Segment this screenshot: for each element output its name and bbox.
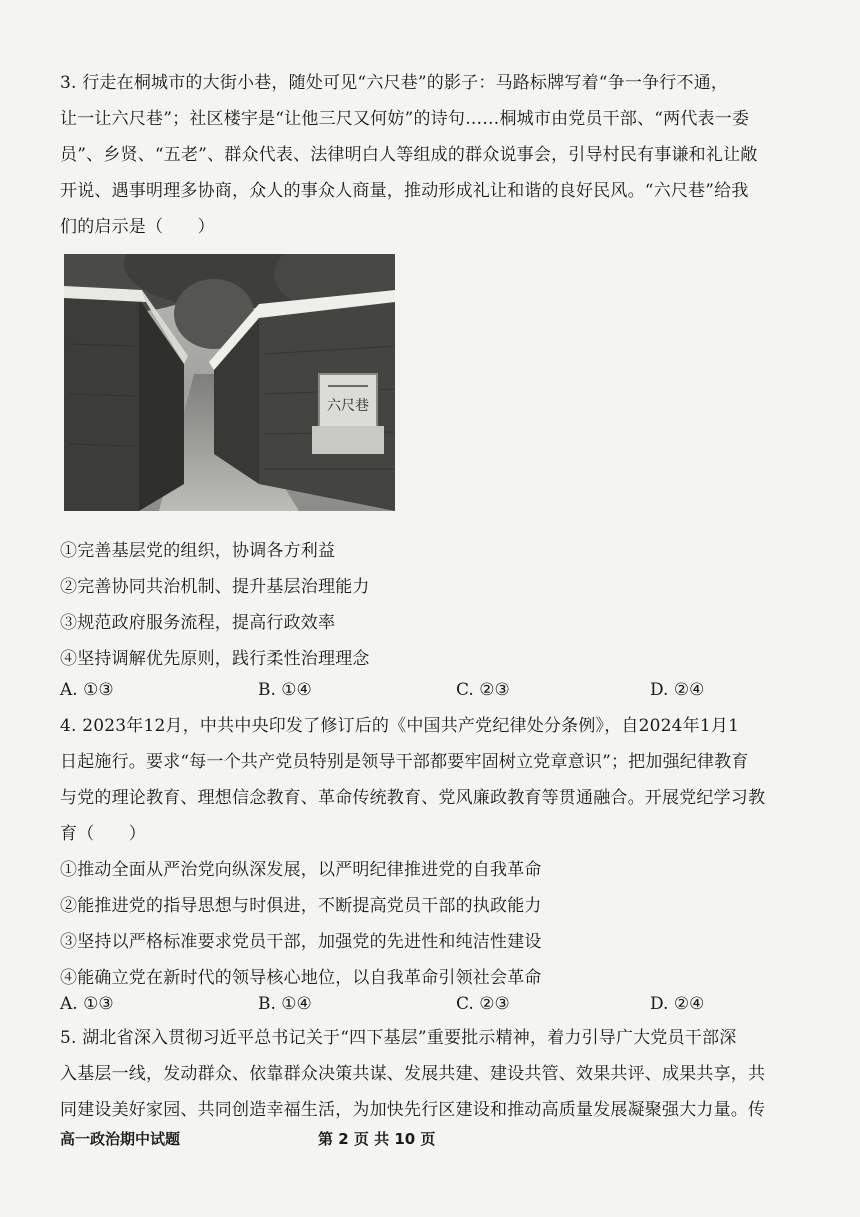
q4-line: 4. 2023年12月，中共中央印发了修订后的《中国共产党纪律处分条例》，自2024年1月1 (60, 716, 740, 736)
q4-line: 育（ ） (60, 824, 146, 844)
q5-line: 5. 湖北省深入贯彻习近平总书记关于“四下基层”重要批示精神，着力引导广大党员干部深 (60, 1028, 737, 1048)
footer-exam-title: 高一政治期中试题 (60, 1130, 181, 1148)
statement: ④能确立党在新时代的领导核心地位，以自我革命引领社会革命 (60, 968, 542, 988)
question-4-stem (60, 708, 800, 996)
statement: ③坚持以严格标准要求党员干部，加强党的先进性和纯洁性建设 (60, 932, 542, 952)
option-d[interactable]: D. ②④ (650, 680, 705, 700)
q3-line: 员”、乡贤、“五老”、群众代表、法律明白人等组成的群众说事会，引导村民有事谦和礼让敞 (60, 145, 758, 165)
statement: ③规范政府服务流程，提高行政效率 (60, 613, 336, 633)
q3-line: 让一让六尺巷”；社区楼宇是“让他三尺又何妨”的诗句……桐城市由党员干部、“两代表一委 (60, 109, 750, 129)
q5-line: 入基层一线，发动群众、依靠群众决策共谋、发展共建、建设共管、效果共评、成果共享，共 (60, 1064, 766, 1084)
statement: ①完善基层党的组织，协调各方利益 (60, 541, 336, 561)
question-3-statements (60, 533, 800, 677)
six-chi-alley-photo (64, 254, 395, 511)
option-b[interactable]: B. ①④ (258, 994, 312, 1014)
option-c[interactable]: C. ②③ (456, 680, 510, 700)
option-c[interactable]: C. ②③ (456, 994, 510, 1014)
option-b[interactable]: B. ①④ (258, 680, 312, 700)
option-a[interactable]: A. ①③ (60, 994, 114, 1014)
q5-line: 同建设美好家园、共同创造幸福生活，为加快先行区建设和推动高质量发展凝聚强大力量。传 (60, 1100, 766, 1120)
plaque-text: 六尺巷 (327, 398, 369, 414)
statement: ④坚持调解优先原则，践行柔性治理理念 (60, 649, 370, 669)
q4-line: 与党的理论教育、理想信念教育、革命传统教育、党风廉政教育等贯通融合。开展党纪学习教 (60, 788, 766, 808)
question-3-stem (60, 65, 800, 245)
statement: ②能推进党的指导思想与时俱进，不断提高党员干部的执政能力 (60, 896, 542, 916)
statement: ①推动全面从严治党向纵深发展，以严明纪律推进党的自我革命 (60, 860, 542, 880)
q4-line: 日起施行。要求“每一个共产党员特别是领导干部都要牢固树立党章意识”；把加强纪律教育 (60, 752, 749, 772)
question-5-stem (60, 1020, 800, 1128)
footer-page-number: 第 2 页 共 10 页 (318, 1130, 436, 1148)
option-d[interactable]: D. ②④ (650, 994, 705, 1014)
q3-line: 们的启示是（ ） (60, 217, 215, 237)
option-a[interactable]: A. ①③ (60, 680, 114, 700)
question-3-options (60, 680, 800, 710)
q3-line: 开说、遇事明理多协商，众人的事众人商量，推动形成礼让和谐的良好民风。“六尺巷”给我 (60, 181, 749, 201)
q3-line: 3. 行走在桐城市的大街小巷，随处可见“六尺巷”的影子：马路标牌写着“争一争行不通， (60, 73, 729, 93)
statement: ②完善协同共治机制、提升基层治理能力 (60, 577, 370, 597)
